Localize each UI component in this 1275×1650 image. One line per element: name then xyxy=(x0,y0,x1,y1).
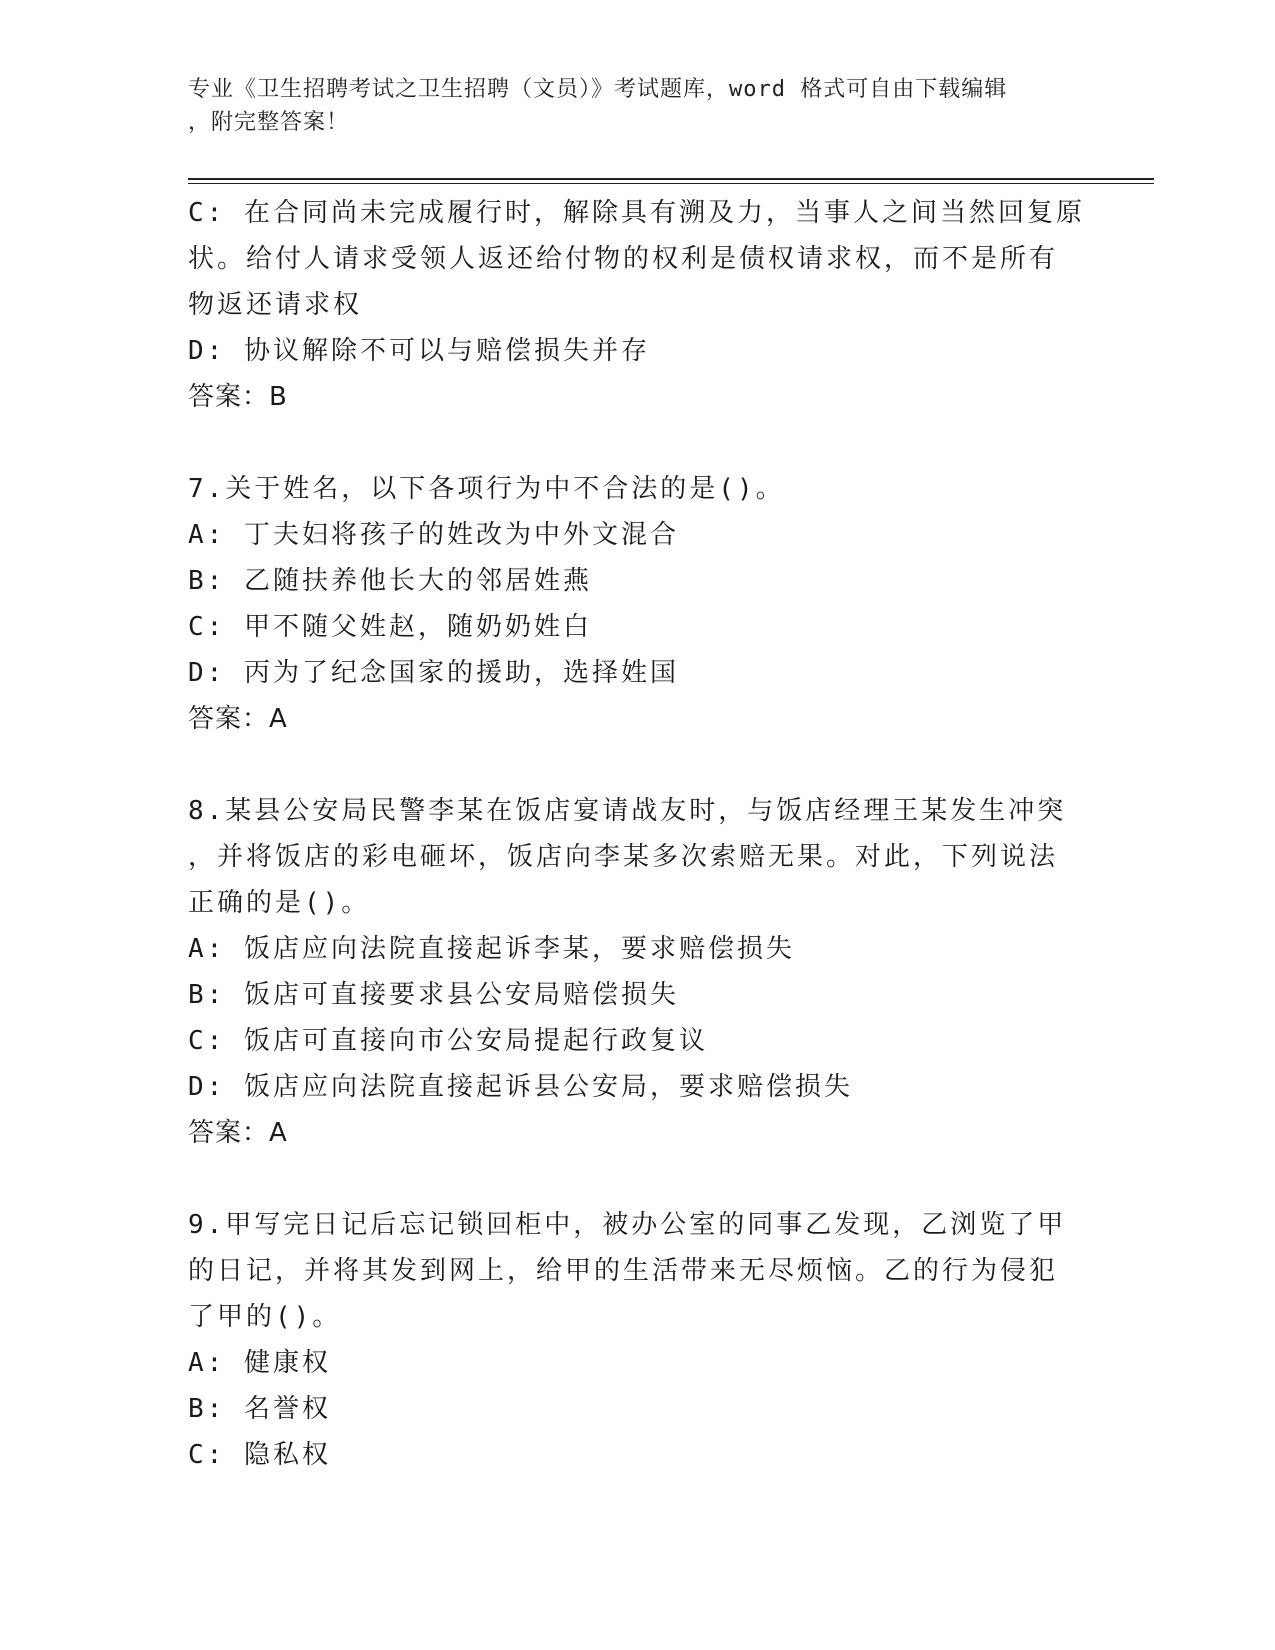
option-a: A: 饭店应向法院直接起诉李某，要求赔偿损失 xyxy=(188,934,795,964)
option-b: B: 乙随扶养他长大的邻居姓燕 xyxy=(188,566,592,596)
spacer xyxy=(188,420,1088,466)
option-b: B: 名誉权 xyxy=(188,1394,331,1424)
option-a: A: 丁夫妇将孩子的姓改为中外文混合 xyxy=(188,520,679,550)
option-c-line-1: C: 在合同尚未完成履行时，解除具有溯及力，当事人之间当然回复原 xyxy=(188,198,1085,228)
question-9 xyxy=(188,1202,1088,1478)
spacer xyxy=(188,1156,1088,1202)
option-d: D: 丙为了纪念国家的援助，选择姓国 xyxy=(188,658,679,688)
question-stem-line-2: 的日记，并将其发到网上，给甲的生活带来无尽烦恼。乙的行为侵犯 xyxy=(188,1256,1059,1286)
option-c-line-2: 状。给付人请求受领人返还给付物的权利是债权请求权，而不是所有 xyxy=(188,244,1059,274)
question-6-tail xyxy=(188,190,1088,420)
option-c: C: 饭店可直接向市公安局提起行政复议 xyxy=(188,1026,708,1056)
option-d: D: 饭店应向法院直接起诉县公安局，要求赔偿损失 xyxy=(188,1072,853,1102)
answer: 答案：A xyxy=(188,1118,288,1148)
option-c-line-3: 物返还请求权 xyxy=(188,290,363,320)
question-stem-line-2: ，并将饭店的彩电砸坏，饭店向李某多次索赔无果。对此，下列说法 xyxy=(188,842,1059,872)
header-divider-thick xyxy=(188,178,1154,180)
option-a: A: 健康权 xyxy=(188,1348,331,1378)
question-stem-line-3: 了甲的()。 xyxy=(188,1302,342,1332)
question-content xyxy=(188,190,1088,1478)
header-line-2: ，附完整答案！ xyxy=(188,110,350,135)
option-c: C: 甲不随父姓赵，随奶奶姓白 xyxy=(188,612,592,642)
option-c: C: 隐私权 xyxy=(188,1440,331,1470)
question-8 xyxy=(188,788,1088,1156)
question-stem: 7.关于姓名，以下各项行为中不合法的是()。 xyxy=(188,474,785,504)
answer: 答案：A xyxy=(188,704,288,734)
option-b: B: 饭店可直接要求县公安局赔偿损失 xyxy=(188,980,679,1010)
spacer xyxy=(188,742,1088,788)
question-stem-line-1: 9.甲写完日记后忘记锁回柜中，被办公室的同事乙发现，乙浏览了甲 xyxy=(188,1210,1067,1240)
header-divider-thin xyxy=(188,183,1154,184)
option-d: D: 协议解除不可以与赔偿损失并存 xyxy=(188,336,650,366)
question-7 xyxy=(188,466,1088,742)
document-header xyxy=(188,73,1068,139)
answer: 答案：B xyxy=(188,382,288,412)
question-stem-line-3: 正确的是()。 xyxy=(188,888,371,918)
header-line-1: 专业《卫生招聘考试之卫生招聘（文员）》考试题库，word 格式可自由下载编辑 xyxy=(188,77,1008,102)
question-stem-line-1: 8.某县公安局民警李某在饭店宴请战友时，与饭店经理王某发生冲突 xyxy=(188,796,1067,826)
